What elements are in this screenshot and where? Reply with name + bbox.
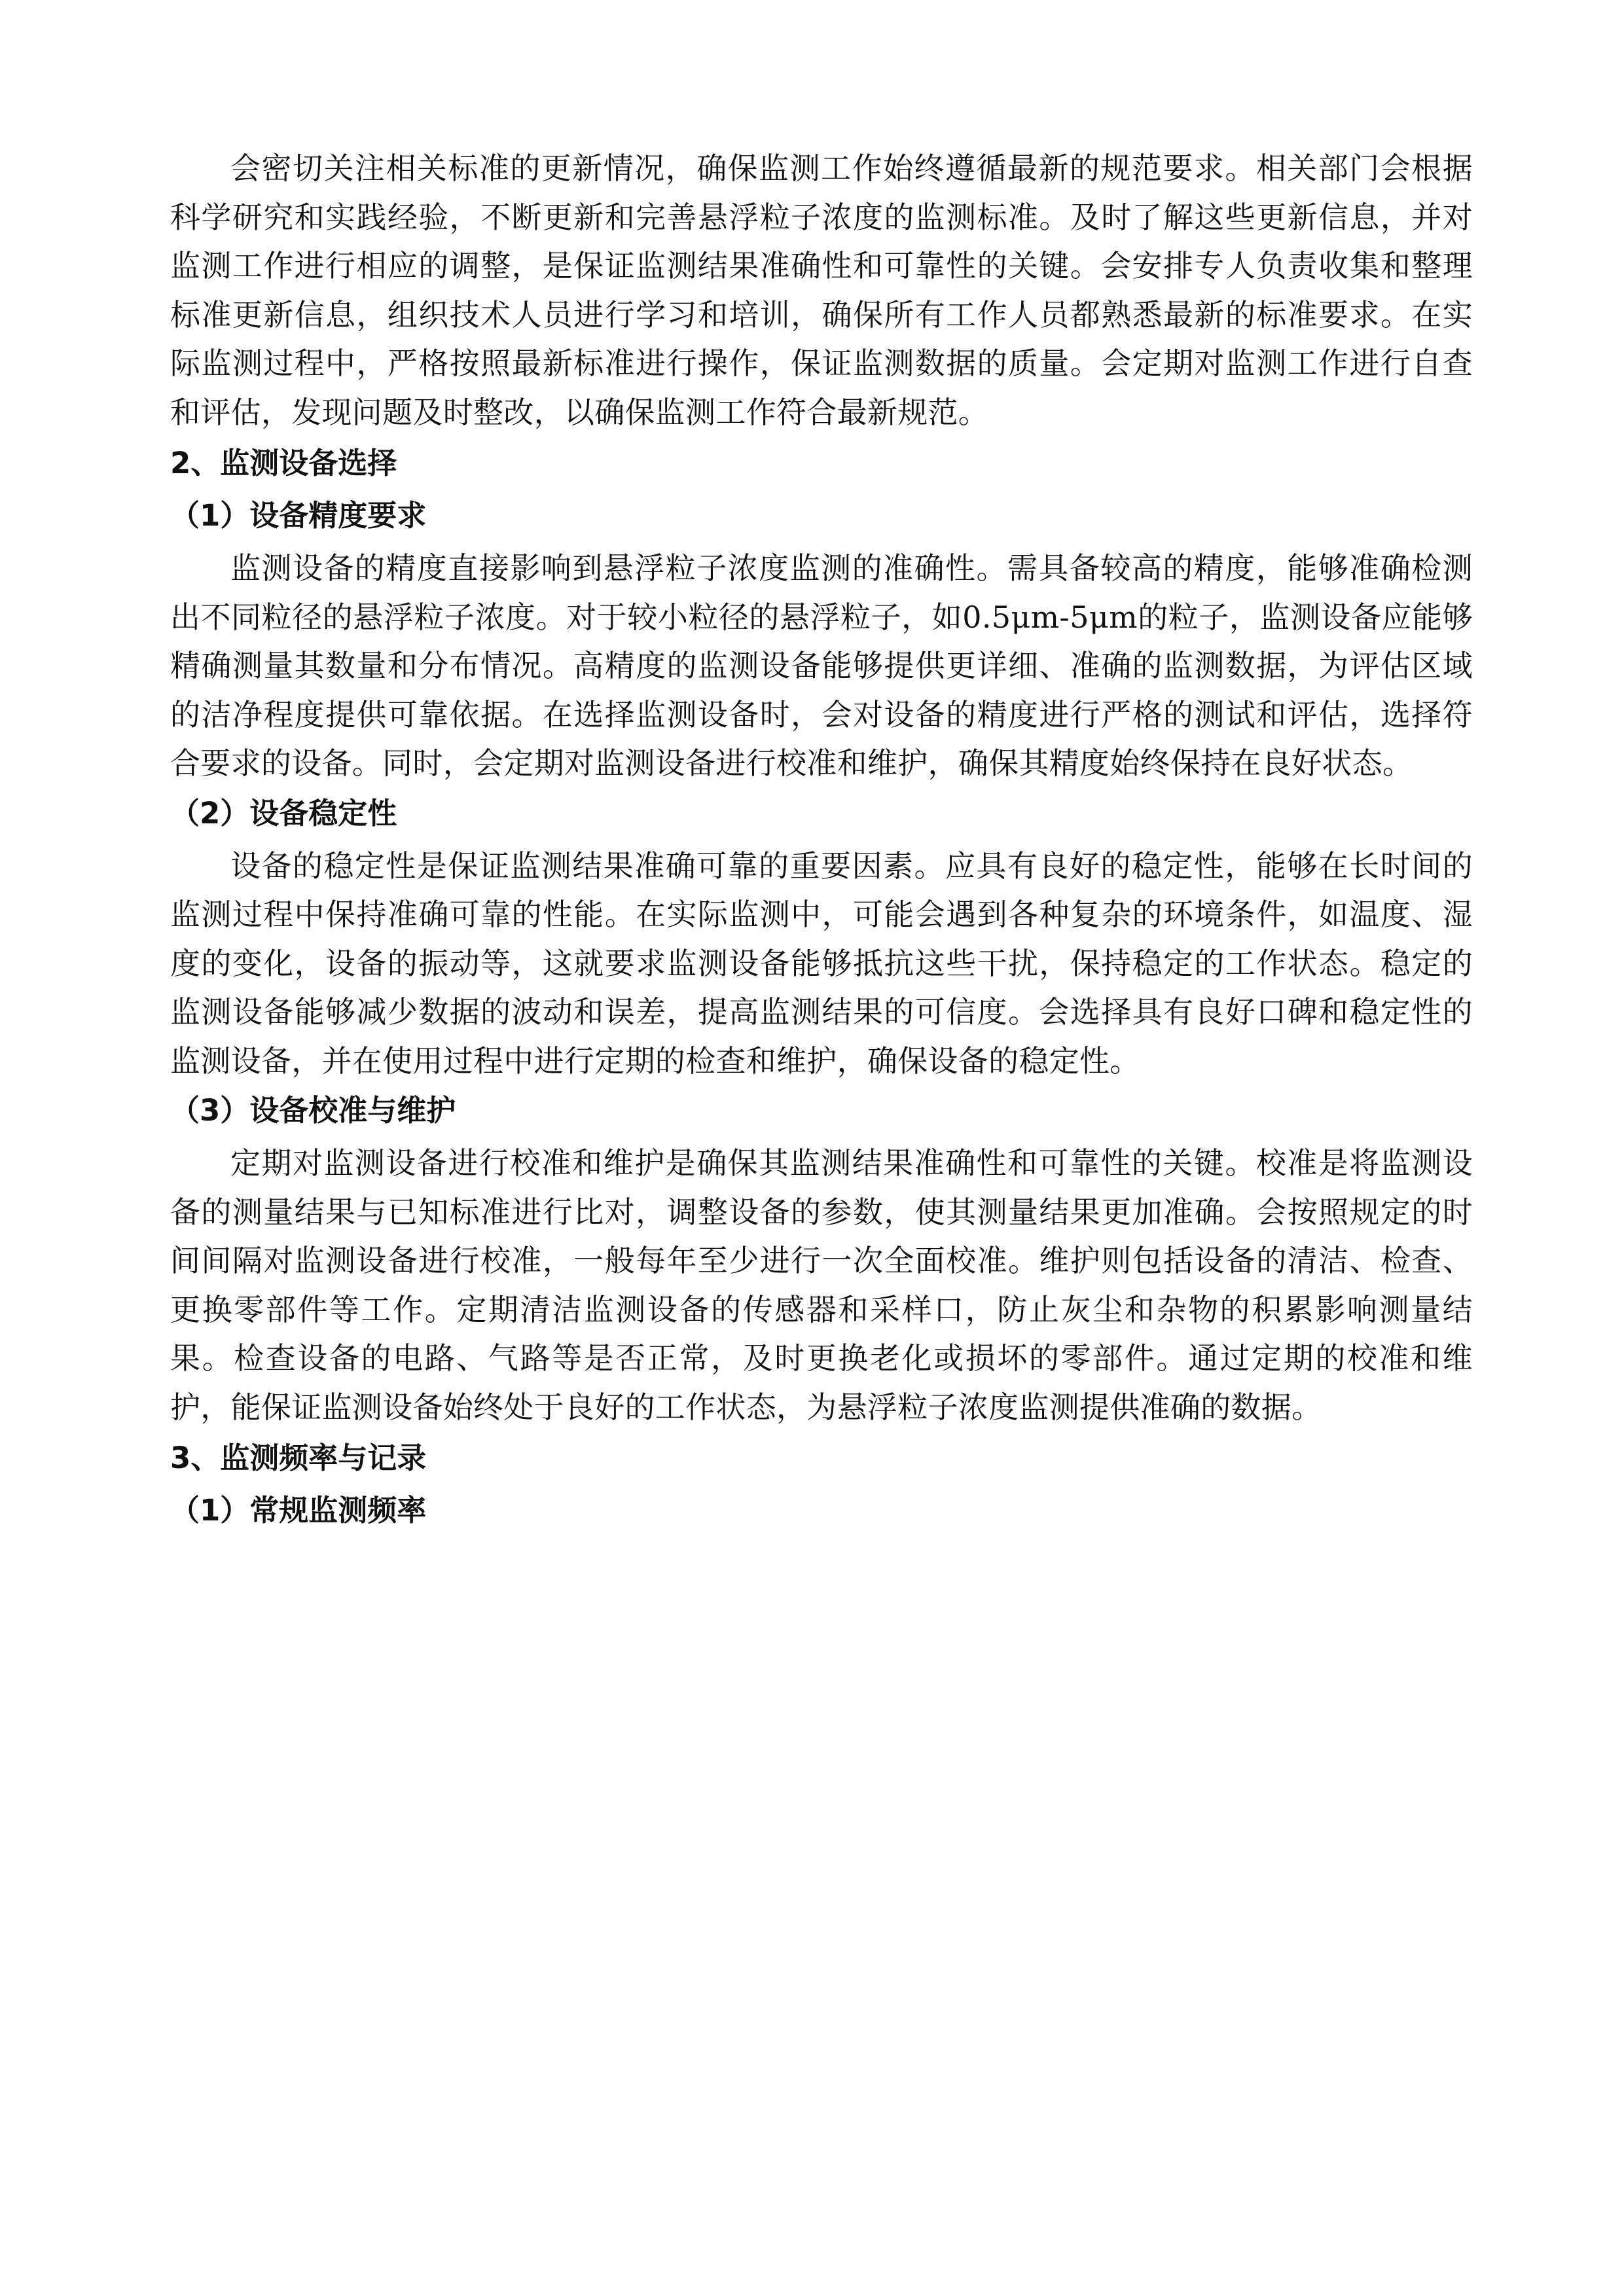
section-heading-equipment-selection: 2、监测设备选择	[170, 446, 397, 480]
section-heading-frequency-records: 3、监测频率与记录	[170, 1441, 427, 1475]
subsection-heading-calibration: （3）设备校准与维护	[170, 1093, 456, 1128]
paragraph-stability: 设备的稳定性是保证监测结果准确可靠的重要因素。应具有良好的稳定性，能够在长时间的监测过程中保持准确可靠的性能。在实际监测中，可能会遇到各种复杂的环境条件，如温度、湿度的变化，设备的振动等，这就要求监测设备能够抵抗这些干扰，保持稳定的工作状态。稳定的监测设备能够减少数据的波动和误差，提高监测结果的可信度。会选择具有良好口碑和稳定性的监测设备，并在使用过程中进行定期的检查和维护，确保设备的稳定性。	[170, 848, 1473, 1079]
document-body	[170, 144, 1473, 1539]
subsection-heading-precision: （1）设备精度要求	[170, 498, 427, 533]
paragraph-calibration: 定期对监测设备进行校准和维护是确保其监测结果准确性和可靠性的关键。校准是将监测设备的测量结果与已知标准进行比对，调整设备的参数，使其测量结果更加准确。会按照规定的时间间隔对监测设备进行校准，一般每年至少进行一次全面校准。维护则包括设备的清洁、检查、更换零部件等工作。定期清洁监测设备的传感器和采样口，防止灰尘和杂物的积累影响测量结果。检查设备的电路、气路等是否正常，及时更换老化或损坏的零部件。通过定期的校准和维护，能保证监测设备始终处于良好的工作状态，为悬浮粒子浓度监测提供准确的数据。	[170, 1145, 1473, 1425]
subsection-heading-stability: （2）设备稳定性	[170, 795, 397, 831]
paragraph-precision: 监测设备的精度直接影响到悬浮粒子浓度监测的准确性。需具备较高的精度，能够准确检测出不同粒径的悬浮粒子浓度。对于较小粒径的悬浮粒子，如0.5μm-5μm的粒子，监测设备应能够精确测量其数量和分布情况。高精度的监测设备能够提供更详细、准确的监测数据，为评估区域的洁净程度提供可靠依据。在选择监测设备时，会对设备的精度进行严格的测试和评估，选择符合要求的设备。同时，会定期对监测设备进行校准和维护，确保其精度始终保持在良好状态。	[170, 550, 1473, 781]
paragraph-standards-update: 会密切关注相关标准的更新情况，确保监测工作始终遵循最新的规范要求。相关部门会根据科学研究和实践经验，不断更新和完善悬浮粒子浓度的监测标准。及时了解这些更新信息，并对监测工作进行相应的调整，是保证监测结果准确性和可靠性的关键。会安排专人负责收集和整理标准更新信息，组织技术人员进行学习和培训，确保所有工作人员都熟悉最新的标准要求。在实际监测过程中，严格按照最新标准进行操作，保证监测数据的质量。会定期对监测工作进行自查和评估，发现问题及时整改，以确保监测工作符合最新规范。	[170, 151, 1473, 430]
subsection-heading-routine-frequency: （1）常规监测频率	[170, 1493, 427, 1528]
